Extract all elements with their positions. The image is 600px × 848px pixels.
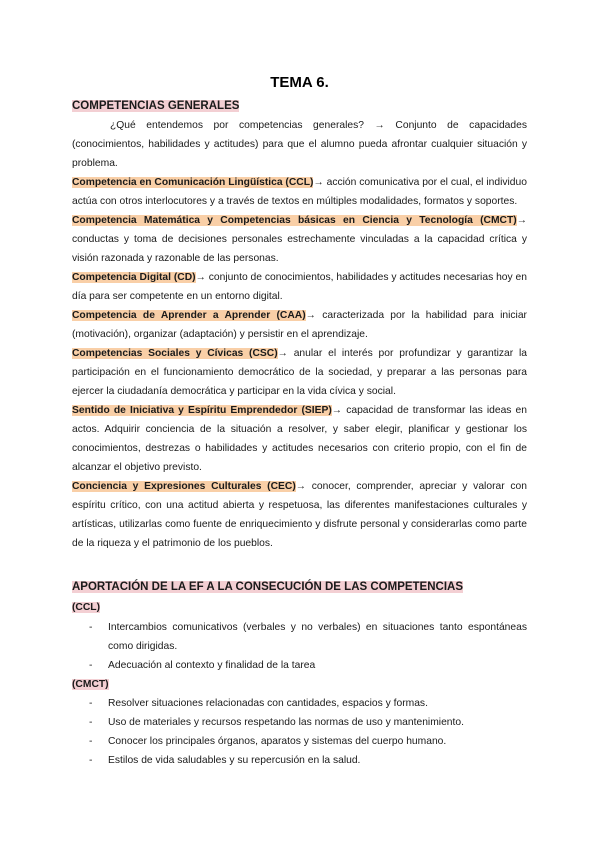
competence-description: → conjunto de conocimientos, habilidades y actitudes necesarias hoy en día para ser competente en un entorno digital. xyxy=(72,272,527,302)
competence-name: Competencia en Comunicación Lingüística (CCL) xyxy=(72,177,314,188)
competence-description: → acción comunicativa por el cual, el individuo actúa con otros interlocutores y a través de textos en múltiples modalidades, formatos y soportes. xyxy=(72,177,527,207)
competence-name: Sentido de Iniciativa y Espíritu Emprendedor (SIEP) xyxy=(72,405,332,416)
list-item: - Resolver situaciones relacionadas con cantidades, espacios y formas. xyxy=(72,694,527,713)
bullet-dash: - xyxy=(89,736,93,747)
competence-name: Competencia Matemática y Competencias básicas en Ciencia y Tecnología (CMCT) xyxy=(72,215,517,226)
competence-paragraph xyxy=(72,477,527,553)
cmct-list xyxy=(72,694,527,770)
competence-name: Competencia de Aprender a Aprender (CAA) xyxy=(72,310,306,321)
section-heading: COMPETENCIAS GENERALES xyxy=(72,100,240,112)
list-item: - Adecuación al contexto y finalidad de la tarea xyxy=(72,656,527,675)
bullet-dash: - xyxy=(89,698,93,709)
competence-description: → conductas y toma de decisiones personales estrechamente vinculadas a la capacidad crítica y visión razonada y razonable de las personas. xyxy=(72,215,527,264)
section-heading: APORTACIÓN DE LA EF A LA CONSECUCIÓN DE LAS COMPETENCIAS xyxy=(72,581,464,593)
page-title: TEMA 6. xyxy=(270,74,329,91)
competence-paragraph xyxy=(72,306,527,344)
competence-paragraph xyxy=(72,401,527,477)
intro-paragraph: ¿Qué entendemos por competencias generales? → Conjunto de capacidades (conocimientos, habilidades y actitudes) para que el alumno pueda afrontar cualquier situación y problema. xyxy=(72,120,527,169)
competence-name: Conciencia y Expresiones Culturales (CEC) xyxy=(72,481,296,492)
competence-paragraph xyxy=(72,268,527,306)
bullet-dash: - xyxy=(89,755,93,766)
bullet-dash: - xyxy=(89,660,93,671)
ccl-list xyxy=(72,618,527,675)
competence-paragraph xyxy=(72,211,527,268)
group-label-cmct: (CMCT) xyxy=(72,679,109,690)
list-item: - Intercambios comunicativos (verbales y no verbales) en situaciones tanto espontáneas como dirigidas. xyxy=(72,618,527,656)
bullet-dash: - xyxy=(89,717,93,728)
competence-description: → capacidad de transformar las ideas en actos. Adquirir conciencia de la situación a resolver, y saber elegir, planificar y gestionar los conocimientos, destrezas o habilidades y actitudes necesarios con criterio propio, con el fin de alcanzar el objetivo previsto. xyxy=(72,405,527,473)
competence-name: Competencias Sociales y Cívicas (CSC) xyxy=(72,348,278,359)
competence-paragraph xyxy=(72,344,527,401)
competence-description: → anular el interés por profundizar y garantizar la participación en el funcionamiento democrático de la sociedad, y preparar a las personas para ejercer la ciudadanía democrática y participar en la vida cívica y social. xyxy=(72,348,527,397)
list-item: - Uso de materiales y recursos respetando las normas de uso y mantenimiento. xyxy=(72,713,527,732)
list-item: - Conocer los principales órganos, aparatos y sistemas del cuerpo humano. xyxy=(72,732,527,751)
competence-paragraph xyxy=(72,173,527,211)
group-label-ccl: (CCL) xyxy=(72,602,101,613)
section-general-competences xyxy=(72,97,527,553)
competence-description: → caracterizada por la habilidad para iniciar (motivación), organizar (adaptación) y persistir en el aprendizaje. xyxy=(72,310,527,340)
section-contribution xyxy=(72,578,527,597)
bullet-dash: - xyxy=(89,622,93,633)
competence-name: Competencia Digital (CD) xyxy=(72,272,196,283)
competence-description: → conocer, comprender, apreciar y valorar con espíritu crítico, con una actitud abierta y respetuosa, las diferentes manifestaciones culturales y artísticas, utilizarlas como fuente de enriquecimiento y disfrute personal y considerarlas como parte de la riqueza y el patrimonio de los pueblos. xyxy=(72,481,527,549)
list-item: - Estilos de vida saludables y su repercusión en la salud. xyxy=(72,751,527,770)
